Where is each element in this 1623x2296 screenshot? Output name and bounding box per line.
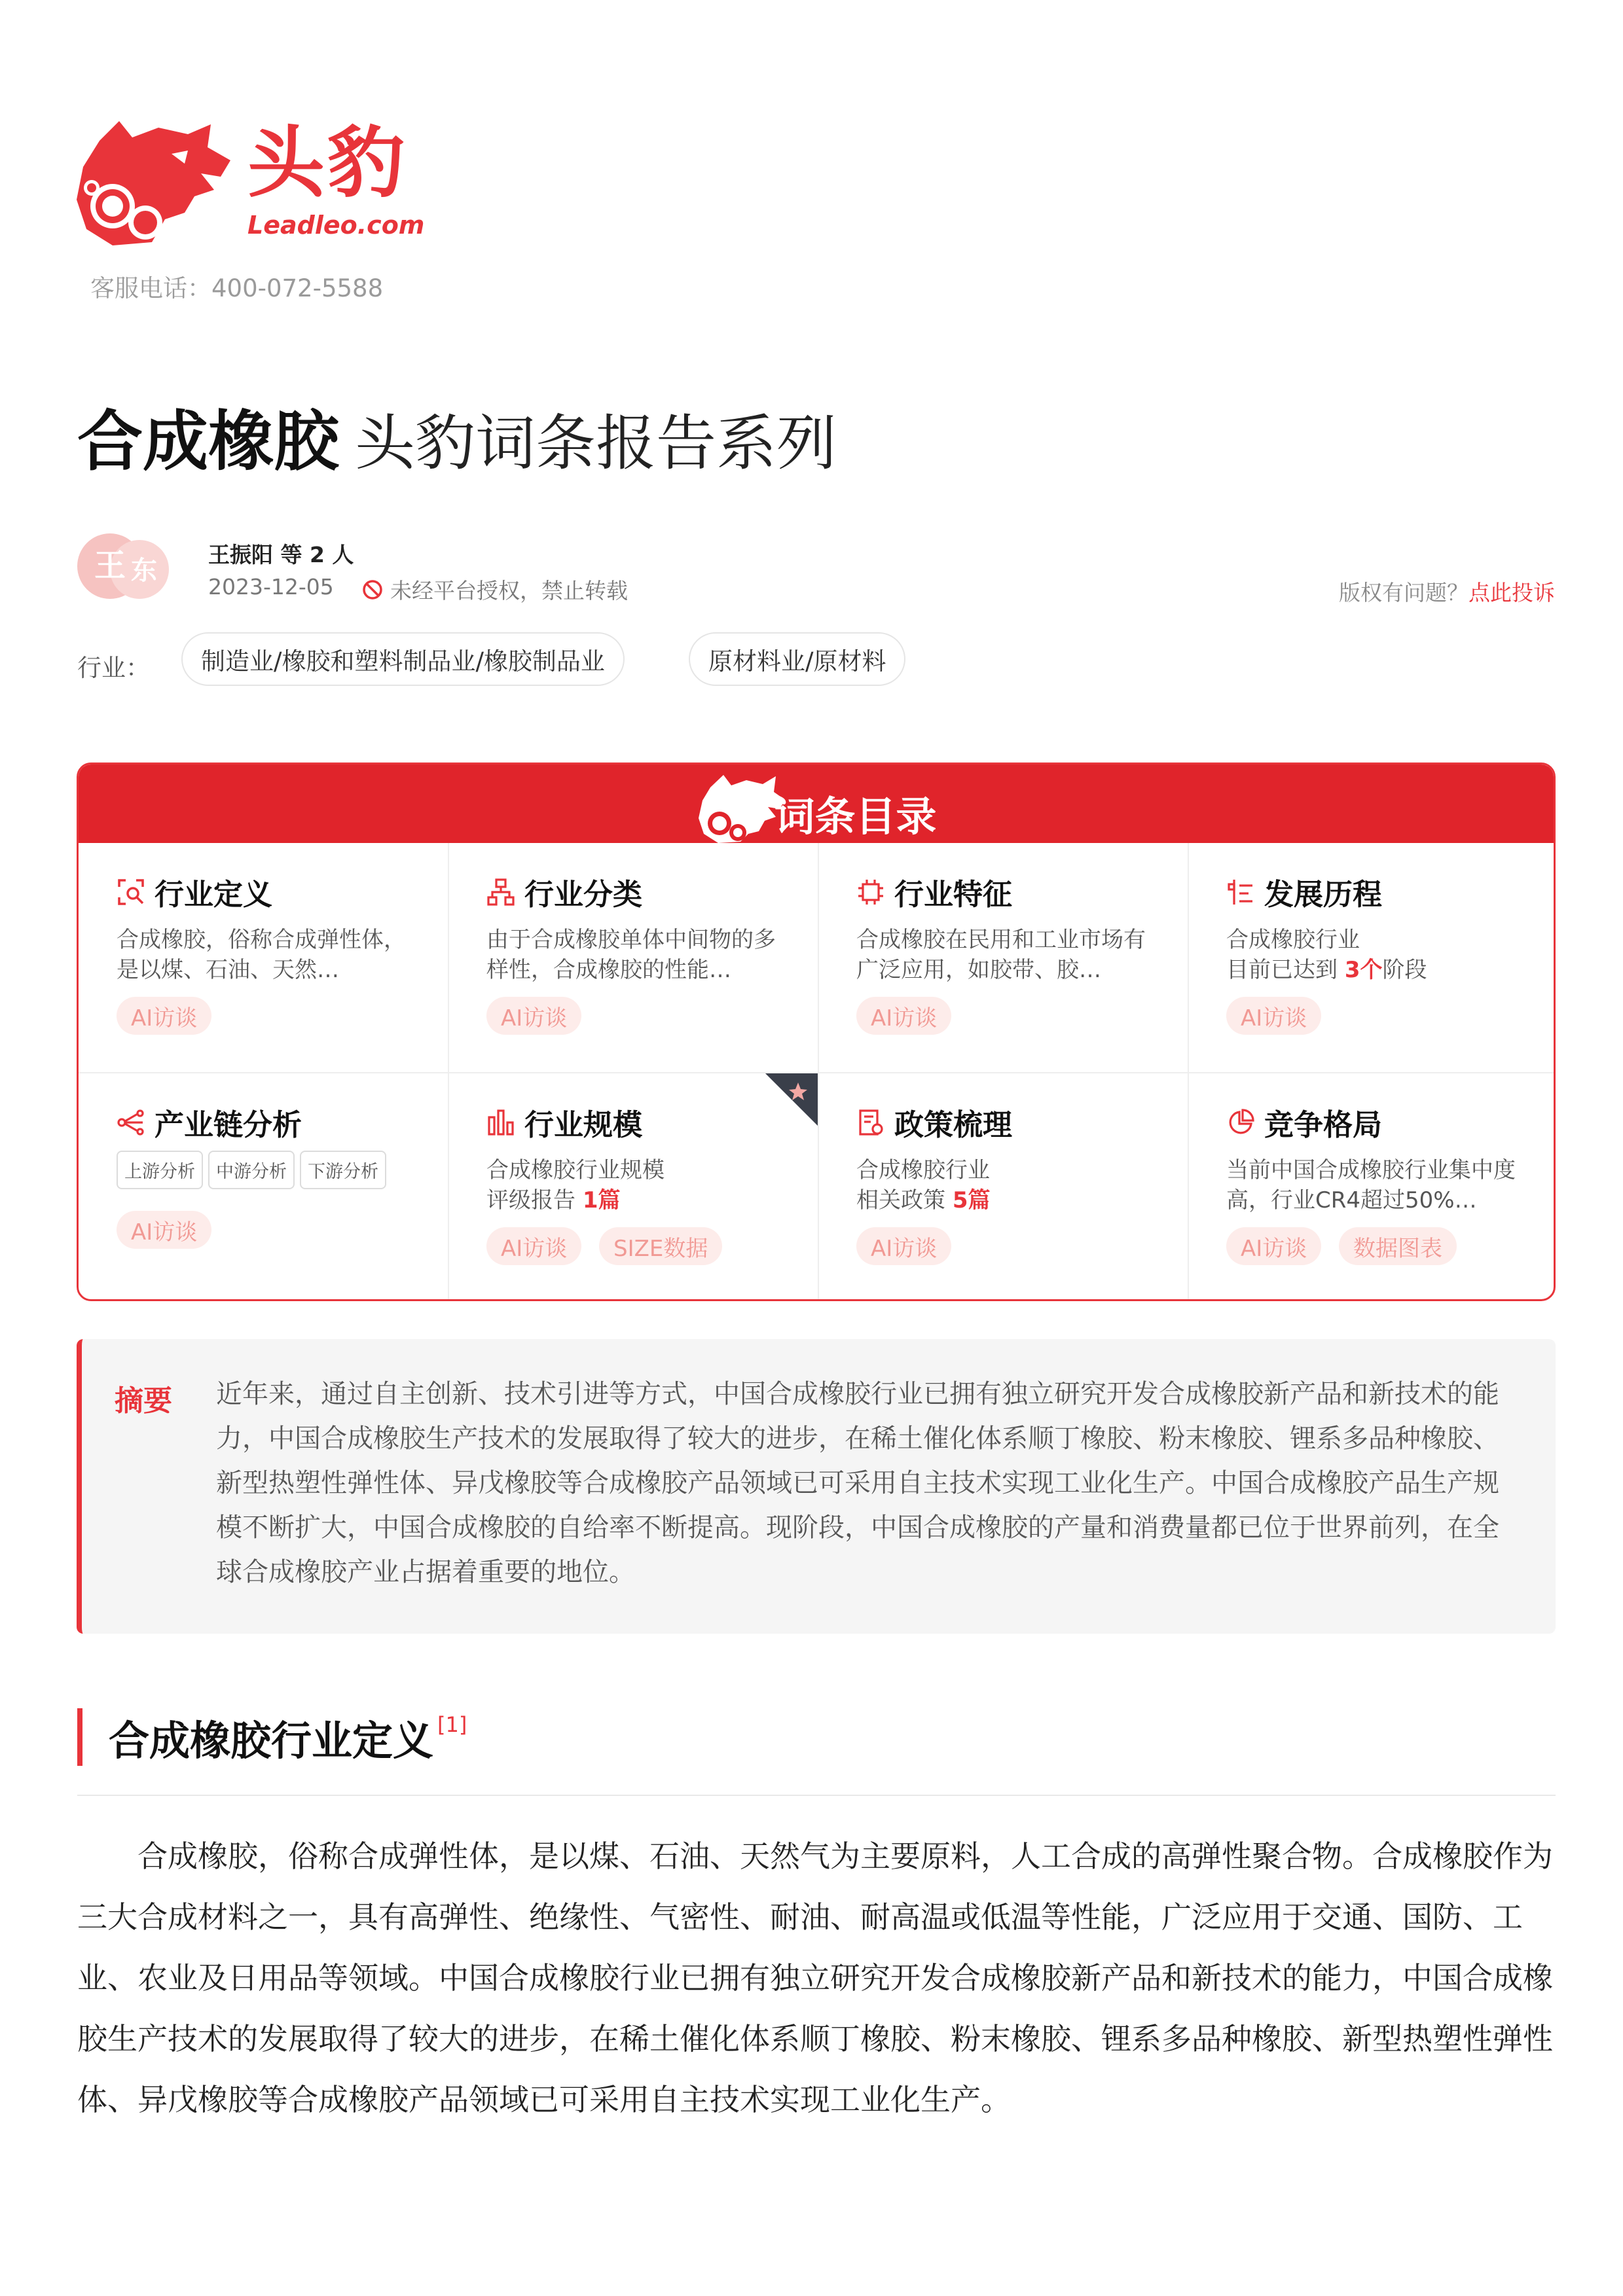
search-doc-icon	[117, 878, 145, 906]
desc-line: 阶段	[1382, 957, 1427, 983]
toc-item-title: 行业规模	[524, 1107, 643, 1142]
desc-line: 相关政策	[856, 1187, 945, 1213]
summary-text: 近年来，通过自主创新、技术引进等方式，中国合成橡胶行业已拥有独立研究开发合成橡胶新产品和新技术的能力，中国合成橡胶生产技术的发展取得了较大的进步，在稀土催化体系顺丁橡胶、粉末橡胶、锂系多品种橡胶、新型热塑性弹性体、异戊橡胶等合成橡胶产品领域已可采用自主技术实现工业化生产。中国合成橡胶产品生产规模不断扩大，中国合成橡胶的自给率不断提高。现阶段，中国合成橡胶的产量和消费量都已位于世界前列，在全球合成橡胶产业占据着重要的地位。	[216, 1379, 1499, 1587]
toc-panel	[77, 762, 1556, 1301]
desc-line: 评级报告	[486, 1187, 575, 1213]
size-data-pill[interactable]: SIZE数据	[599, 1227, 722, 1265]
toc-item-desc: 合成橡胶，俗称合成弹性体，是以煤、石油、天然…	[117, 927, 406, 983]
chip-icon	[856, 878, 885, 906]
desc-highlight: 1篇	[582, 1187, 621, 1213]
title-sub: 头豹词条报告系列	[355, 408, 837, 478]
avatar-char-2: 东	[131, 556, 157, 586]
complaint-link[interactable]: 点此投诉	[1468, 580, 1555, 605]
toc-item-desc	[1226, 925, 1534, 985]
copyright-notice	[361, 574, 628, 605]
desc-line: 合成橡胶行业	[856, 1157, 990, 1183]
toc-item-definition[interactable]	[79, 843, 448, 1072]
desc-line: 合成橡胶行业	[1226, 927, 1360, 953]
ai-interview-pill[interactable]: AI访谈	[486, 1227, 581, 1265]
toc-item-desc	[486, 1155, 794, 1215]
summary-box	[77, 1339, 1556, 1634]
chain-tags	[117, 1151, 386, 1189]
copyright-complaint	[1339, 576, 1555, 607]
title-main: 合成橡胶	[77, 403, 339, 480]
bar-chart-icon	[486, 1108, 515, 1137]
prohibited-icon	[361, 579, 384, 601]
midstream-tag[interactable]: 中游分析	[208, 1151, 295, 1189]
upstream-tag[interactable]: 上游分析	[117, 1151, 203, 1189]
ai-interview-pill[interactable]: AI访谈	[1226, 997, 1321, 1035]
toc-item-title: 行业定义	[155, 877, 273, 912]
toc-item-competition[interactable]	[1188, 1073, 1556, 1301]
toc-item-title: 行业分类	[524, 877, 643, 912]
section-heading	[77, 1708, 467, 1766]
ai-interview-pill[interactable]: AI访谈	[117, 1211, 211, 1249]
featured-corner-icon	[765, 1073, 818, 1126]
toc-item-history[interactable]	[1188, 843, 1556, 1072]
toc-title: 词条目录	[774, 793, 937, 840]
desc-line: 合成橡胶行业规模	[486, 1157, 665, 1183]
section-body: 合成橡胶，俗称合成弹性体，是以煤、石油、天然气为主要原料，人工合成的高弹性聚合物。合成橡胶作为三大合成材料之一，具有高弹性、绝缘性、气密性、耐油、耐高温或低温等性能，广泛应用于交通、国防、工业、农业及日用品等领域。中国合成橡胶行业已拥有独立研究开发合成橡胶新产品和新技术的能力，中国合成橡胶生产技术的发展取得了较大的进步，在稀土催化体系顺丁橡胶、粉末橡胶、锂系多品种橡胶、新型热塑性弹性体、异戊橡胶等合成橡胶产品领域已可采用自主技术实现工业化生产。	[77, 1839, 1553, 2117]
downstream-tag[interactable]: 下游分析	[300, 1151, 386, 1189]
toc-item-industry-chain[interactable]	[79, 1073, 448, 1301]
no-repost-text: 未经平台授权，禁止转载	[390, 578, 628, 603]
copyright-question: 版权有问题？	[1339, 580, 1468, 605]
pie-icon	[1226, 1108, 1255, 1137]
ai-interview-pill[interactable]: AI访谈	[117, 997, 211, 1035]
industry-tag[interactable]: 原材料业/原材料	[689, 632, 905, 686]
chain-icon	[117, 1108, 145, 1137]
toc-item-desc	[856, 1155, 1164, 1215]
toc-item-title: 竞争格局	[1264, 1107, 1383, 1142]
toc-item-policy[interactable]	[818, 1073, 1188, 1301]
author-avatars	[77, 533, 169, 599]
toc-item-title: 发展历程	[1264, 877, 1383, 912]
section-title: 合成橡胶行业定义	[109, 1716, 434, 1765]
ai-interview-pill[interactable]: AI访谈	[856, 1227, 951, 1265]
avatar-char-1: 王	[94, 547, 126, 584]
industry-tag[interactable]: 制造业/橡胶和塑料制品业/橡胶制品业	[181, 632, 625, 686]
service-phone: 客服电话：400-072-5588	[90, 274, 384, 302]
ai-interview-pill[interactable]: AI访谈	[856, 997, 951, 1035]
policy-doc-icon	[856, 1108, 885, 1137]
reference-mark[interactable]: [1]	[437, 1712, 467, 1737]
page-title	[77, 403, 837, 480]
summary-label: 摘要	[115, 1384, 172, 1418]
ai-interview-pill[interactable]: AI访谈	[486, 997, 581, 1035]
industry-label: 行业：	[77, 654, 150, 682]
section-divider	[77, 1795, 1556, 1796]
toc-item-title: 行业特征	[894, 877, 1013, 912]
ai-interview-pill[interactable]: AI访谈	[1226, 1227, 1321, 1265]
hierarchy-icon	[486, 878, 515, 906]
desc-line: 目前已达到	[1226, 957, 1338, 983]
toc-item-desc: 由于合成橡胶单体中间物的多样性，合成橡胶的性能…	[486, 927, 776, 983]
desc-highlight: 3个	[1344, 957, 1383, 983]
toc-item-desc: 当前中国合成橡胶行业集中度高，行业CR4超过50%…	[1226, 1157, 1516, 1213]
desc-highlight: 5篇	[952, 1187, 991, 1213]
toc-item-desc: 合成橡胶在民用和工业市场有广泛应用，如胶带、胶…	[856, 927, 1146, 983]
brand-domain: Leadleo.com	[247, 211, 425, 240]
toc-item-title: 产业链分析	[155, 1107, 302, 1142]
leopard-logo-icon	[73, 115, 244, 252]
toc-item-characteristics[interactable]	[818, 843, 1188, 1072]
data-chart-pill[interactable]: 数据图表	[1339, 1227, 1457, 1265]
toc-header	[79, 764, 1554, 843]
brand-name: 头豹	[247, 118, 408, 208]
publish-date: 2023-12-05	[208, 574, 334, 600]
authors[interactable]: 王振阳 等 2 人	[208, 542, 354, 567]
toc-item-title: 政策梳理	[894, 1107, 1013, 1142]
toc-item-scale[interactable]	[448, 1073, 818, 1301]
timeline-icon	[1226, 878, 1255, 906]
toc-item-classification[interactable]	[448, 843, 818, 1072]
